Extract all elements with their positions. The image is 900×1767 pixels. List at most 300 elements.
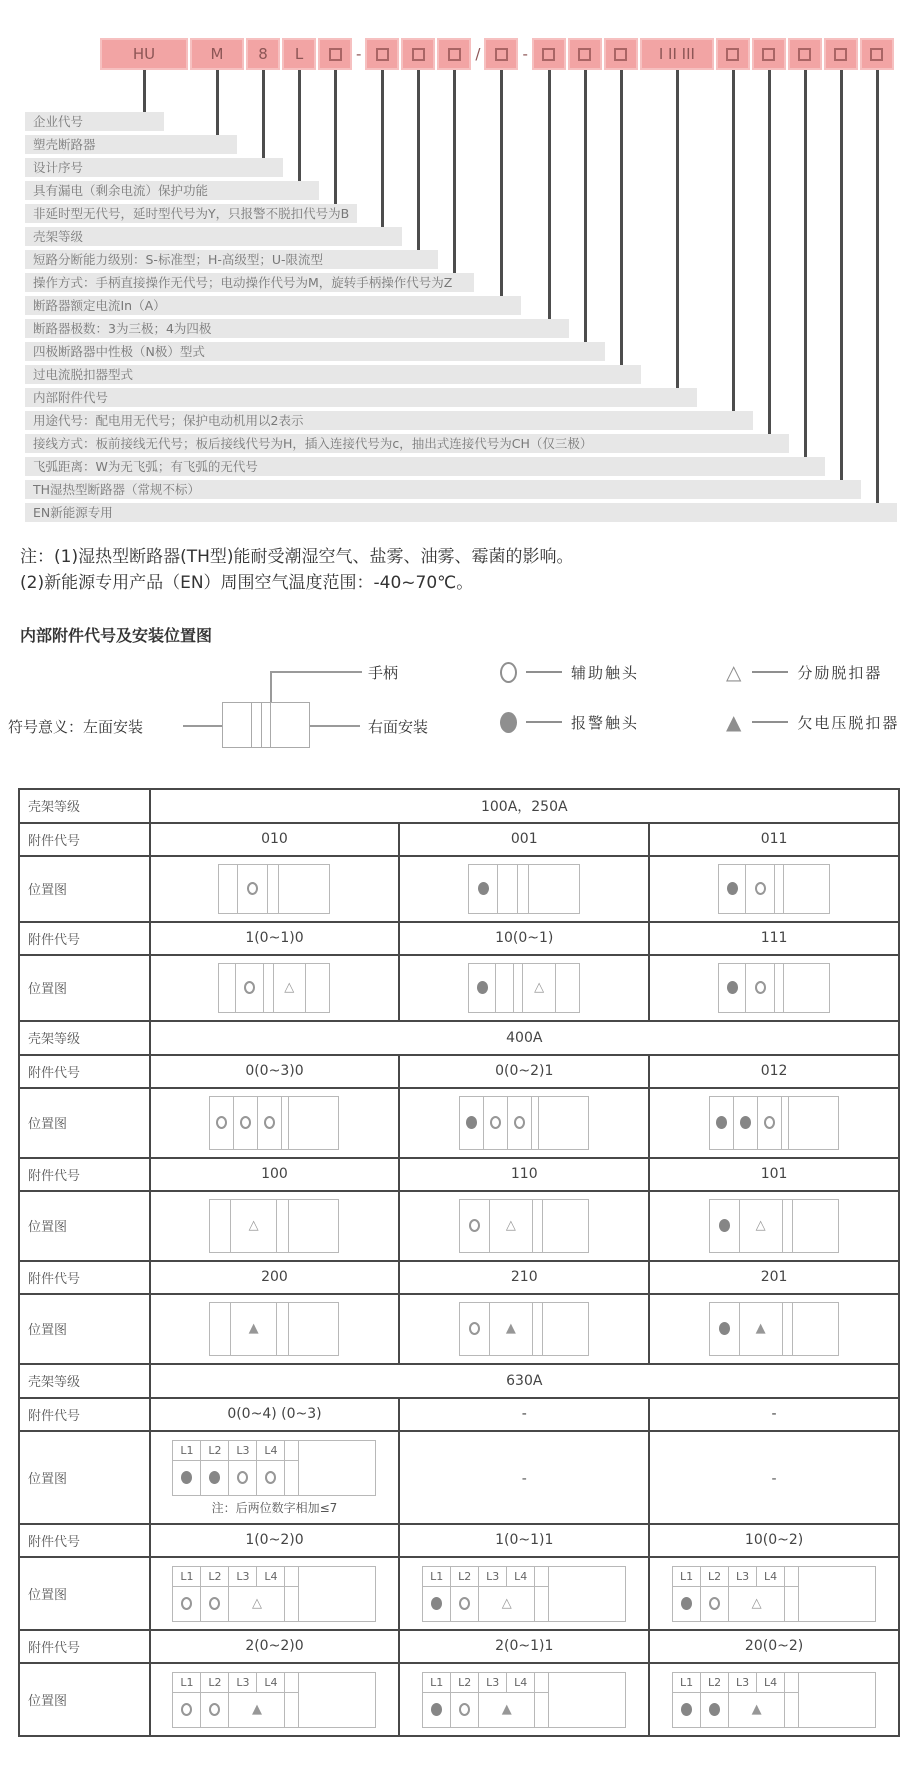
diagram-compartment: [231, 1200, 277, 1252]
frame-rating-value: 630A: [150, 1364, 899, 1398]
pole-header: L4: [257, 1441, 285, 1461]
row-label: 位置图: [19, 955, 150, 1021]
accessory-code-value: 011: [649, 823, 899, 856]
accessory-code-value: 0(0~3)0: [150, 1055, 400, 1088]
diagram-body-area: [799, 1673, 875, 1727]
pole-cell: [785, 1587, 799, 1621]
code-meaning-label: 飞弧距离：W为无飞弧；有飞弧的无代号: [25, 457, 825, 476]
row-label: 位置图: [19, 1088, 150, 1158]
breaker-outline-diagram: [222, 702, 310, 748]
alarm-contact-symbol: [431, 1597, 442, 1610]
diagram-compartment: [746, 865, 775, 913]
alarm-contact-symbol: [431, 1703, 442, 1716]
table-row: [19, 1055, 899, 1088]
placeholder-square-icon: [329, 48, 342, 61]
handle-label: 手柄: [368, 663, 399, 682]
pole-header: L3: [229, 1673, 257, 1693]
accessory-code-value: -: [399, 1398, 649, 1431]
position-diagram: [209, 1096, 339, 1150]
meaning-left-label: 符号意义：左面安装: [8, 717, 144, 736]
diagram-compartment: [277, 1200, 289, 1252]
code-placeholder-box: [318, 38, 352, 70]
position-diagram-cell: [150, 1191, 400, 1261]
diagram-compartment: [210, 1097, 234, 1149]
pole-cell: [479, 1587, 535, 1621]
code-separator: -: [522, 45, 528, 63]
code-meaning-label: 塑壳断路器: [25, 135, 237, 154]
position-diagram-cell: [150, 1557, 400, 1630]
pole-cell: [785, 1693, 799, 1727]
table-row: [19, 922, 899, 955]
table-row: [19, 1557, 899, 1630]
connector-line: [620, 70, 623, 365]
position-diagram-cell: [649, 955, 899, 1021]
connector-line: [381, 70, 384, 227]
diagram-compartment: [514, 964, 523, 1012]
accessory-code-value: 0(0~4) (0~3): [150, 1398, 400, 1431]
accessory-code-value: 012: [649, 1055, 899, 1088]
aux-contact-symbol: [181, 1597, 192, 1610]
position-diagram-cell: [649, 856, 899, 922]
alarm-contact-symbol: [478, 882, 489, 895]
legend-item: [726, 662, 882, 683]
position-diagram: [172, 1565, 376, 1622]
pole-cell: [201, 1461, 229, 1495]
accessory-code-value: 210: [399, 1261, 649, 1294]
accessory-code-value: 20(0~2): [649, 1630, 899, 1663]
aux-contact-symbol: [209, 1597, 220, 1610]
aux-contact-symbol: [469, 1219, 480, 1232]
position-diagram: [468, 864, 580, 914]
pole-header: L3: [729, 1673, 757, 1693]
connector-line: [417, 70, 420, 250]
legend-dash-line: [526, 671, 562, 673]
table-row: [19, 1088, 899, 1158]
connector-line: [453, 70, 456, 273]
pole-cell: [229, 1587, 285, 1621]
pole-header: L3: [229, 1567, 257, 1587]
code-segment-box: HU: [100, 38, 188, 70]
placeholder-square-icon: [870, 48, 883, 61]
position-diagram: [709, 1302, 839, 1356]
diagram-compartment: [746, 964, 775, 1012]
code-meaning-label: 设计序号: [25, 158, 283, 177]
placeholder-square-icon: [762, 48, 775, 61]
table-row: [19, 1294, 899, 1364]
diagram-compartment: [460, 1200, 490, 1252]
pole-header: [785, 1567, 799, 1587]
pole-cell: [173, 1693, 201, 1727]
alarm-contact-symbol: [709, 1703, 720, 1716]
row-label: 壳架等级: [19, 1364, 150, 1398]
diagram-compartment: [508, 1097, 532, 1149]
diagram-compartment: [775, 865, 784, 913]
connector-line: [768, 70, 771, 434]
pole-cell: [257, 1461, 285, 1495]
breaker-compartment: [252, 703, 261, 747]
pole-cell: [201, 1587, 229, 1621]
diagram-compartment: [279, 865, 330, 913]
pole-header: L1: [173, 1567, 201, 1587]
code-placeholder-box: [752, 38, 786, 70]
diagram-compartment: [523, 964, 555, 1012]
position-diagram: [209, 1302, 339, 1356]
connector-line: [676, 70, 679, 388]
accessory-code-value: 100: [150, 1158, 400, 1191]
aux-contact-symbol: [237, 1471, 248, 1484]
pole-header: [535, 1673, 549, 1693]
table-row: [19, 1364, 899, 1398]
aux-contact-symbol: [755, 882, 766, 895]
connector-line: [548, 70, 551, 319]
diagram-compartment: [264, 964, 273, 1012]
table-row: [19, 856, 899, 922]
diagram-compartment: [289, 1097, 338, 1149]
diagram-compartment: [784, 865, 829, 913]
pole-diagram-box: [172, 1440, 376, 1496]
diagram-compartment: [758, 1097, 782, 1149]
pole-diagram-box: [672, 1672, 876, 1728]
accessory-code-value: 1(0~1)1: [399, 1524, 649, 1557]
alarm-contact-symbol: [719, 1322, 730, 1335]
code-separator: -: [356, 45, 362, 63]
pole-cell: [423, 1587, 451, 1621]
position-diagram: [459, 1302, 589, 1356]
accessory-code-value: 101: [649, 1158, 899, 1191]
diagram-body-area: [549, 1673, 625, 1727]
table-row: [19, 1261, 899, 1294]
pole-cell: [451, 1693, 479, 1727]
position-diagram-cell: [399, 1088, 649, 1158]
position-diagram: [468, 963, 580, 1013]
position-diagram-cell: [399, 1663, 649, 1736]
alarm-contact-symbol: [740, 1116, 751, 1129]
placeholder-square-icon: [542, 48, 555, 61]
legend-item: [500, 662, 639, 683]
diagram-compartment: [274, 964, 306, 1012]
diagram-compartment: [556, 964, 580, 1012]
aux-contact-symbol: [709, 1597, 720, 1610]
accessory-code-value: 201: [649, 1261, 899, 1294]
aux-contact-symbol: [459, 1597, 470, 1610]
code-placeholder-box: [824, 38, 858, 70]
diagram-compartment: [775, 964, 784, 1012]
diagram-compartment: [496, 964, 514, 1012]
left-pointer-line: [183, 725, 222, 727]
pole-cell: [201, 1693, 229, 1727]
position-diagram-cell: [150, 1663, 400, 1736]
pole-cell: [673, 1693, 701, 1727]
model-code-diagram: [0, 0, 900, 528]
shunt-release-symbol: △: [726, 660, 744, 685]
diagram-note: 注：后两位数字相加≤7: [211, 1500, 338, 1515]
empty-cell-dash: -: [771, 1470, 777, 1487]
row-label: 附件代号: [19, 823, 150, 856]
diagram-body-area: [299, 1441, 375, 1495]
code-meaning-label: 企业代号: [25, 112, 164, 131]
position-diagram: [218, 864, 330, 914]
code-meaning-label: 具有漏电（剩余电流）保护功能: [25, 181, 319, 200]
position-diagram-cell: [399, 955, 649, 1021]
code-placeholder-box: [532, 38, 566, 70]
table-row: [19, 1158, 899, 1191]
row-label: 位置图: [19, 1557, 150, 1630]
connector-line: [262, 70, 265, 158]
table-row: [19, 1524, 899, 1557]
diagram-compartment: [793, 1200, 838, 1252]
diagram-compartment: [793, 1303, 838, 1355]
code-meaning-label: 断路器极数：3为三极；4为四极: [25, 319, 569, 338]
diagram-compartment: [460, 1097, 484, 1149]
diagram-compartment: [543, 1303, 588, 1355]
diagram-compartment: [236, 964, 265, 1012]
position-diagram: [209, 1199, 339, 1253]
pole-header: L1: [423, 1673, 451, 1693]
placeholder-square-icon: [376, 48, 389, 61]
aux-contact-symbol: [264, 1116, 275, 1129]
diagram-compartment: [740, 1303, 783, 1355]
aux-contact-symbol: [265, 1471, 276, 1484]
aux-contact-symbol: [244, 981, 255, 994]
position-diagram: [459, 1199, 589, 1253]
placeholder-square-icon: [798, 48, 811, 61]
pole-cell: [229, 1461, 257, 1495]
position-diagram: [172, 1439, 376, 1516]
pole-header: L2: [701, 1673, 729, 1693]
accessory-table: [18, 788, 900, 1737]
code-placeholder-box: [860, 38, 894, 70]
shunt-release-symbol: △: [284, 980, 295, 996]
row-label: 位置图: [19, 1431, 150, 1524]
diagram-compartment: [710, 1097, 734, 1149]
row-label: 位置图: [19, 1191, 150, 1261]
accessory-code-value: 10(0~2): [649, 1524, 899, 1557]
handle-pointer-line: [270, 671, 272, 702]
right-install-label: 右面安装: [368, 717, 429, 736]
aux-contact-symbol: [459, 1703, 470, 1716]
table-row: [19, 1630, 899, 1663]
diagram-body-area: [299, 1567, 375, 1621]
pole-header: L2: [201, 1441, 229, 1461]
shunt-release-symbol: △: [755, 1218, 766, 1234]
code-placeholder-box: [437, 38, 471, 70]
code-meaning-label: 壳架等级: [25, 227, 402, 246]
diagram-compartment: [533, 1303, 544, 1355]
position-diagram-cell: [649, 1191, 899, 1261]
pole-cell: [173, 1461, 201, 1495]
diagram-compartment: [740, 1200, 783, 1252]
pole-header: L2: [451, 1673, 479, 1693]
legend-dash-line: [526, 721, 562, 723]
row-label: 附件代号: [19, 1398, 150, 1431]
aux-contact-symbol: [209, 1703, 220, 1716]
diagram-body-area: [299, 1673, 375, 1727]
pole-header: L1: [173, 1673, 201, 1693]
aux-contact-symbol: [500, 662, 517, 683]
code-placeholder-box: [401, 38, 435, 70]
pole-cell: [729, 1693, 785, 1727]
alarm-contact-symbol: [209, 1471, 220, 1484]
accessory-code-value: 010: [150, 823, 400, 856]
code-meaning-label: 用途代号：配电用无代号；保护电动机用以2表示: [25, 411, 753, 430]
aux-contact-symbol: [514, 1116, 525, 1129]
legend-item: [500, 712, 639, 733]
legend-item-label: 辅助触头: [571, 663, 640, 682]
position-diagram-cell: [649, 1294, 899, 1364]
connector-line: [876, 70, 879, 503]
position-diagram: [218, 963, 330, 1013]
undervoltage-release-symbol: ▲: [505, 1321, 516, 1337]
diagram-compartment: [734, 1097, 758, 1149]
pole-cell: [535, 1693, 549, 1727]
connector-line: [334, 70, 337, 204]
position-diagram: [672, 1565, 876, 1622]
table-row: [19, 789, 899, 823]
legend-item: [726, 712, 899, 733]
position-diagram: [709, 1199, 839, 1253]
pole-header: L2: [451, 1567, 479, 1587]
diagram-compartment: [490, 1303, 533, 1355]
position-diagram-cell: [399, 1294, 649, 1364]
table-row: [19, 1398, 899, 1431]
aux-contact-symbol: [490, 1116, 501, 1129]
breaker-compartment: [223, 703, 252, 747]
pole-cell: [535, 1587, 549, 1621]
code-placeholder-box: [484, 38, 518, 70]
section-title: 内部附件代号及安装位置图: [20, 625, 213, 645]
breaker-compartment: [271, 703, 309, 747]
accessory-code-value: 111: [649, 922, 899, 955]
placeholder-square-icon: [834, 48, 847, 61]
diagram-compartment: [282, 1097, 289, 1149]
position-diagram: [422, 1565, 626, 1622]
accessory-code-value: 1(0~2)0: [150, 1524, 400, 1557]
code-meaning-label: 四极断路器中性极（N极）型式: [25, 342, 605, 361]
row-label: 位置图: [19, 1663, 150, 1736]
diagram-compartment: [543, 1200, 588, 1252]
code-meaning-label: EN新能源专用: [25, 503, 897, 522]
placeholder-square-icon: [614, 48, 627, 61]
shunt-release-symbol: △: [534, 980, 545, 996]
pole-cell: [479, 1693, 535, 1727]
position-diagram-cell: [649, 1557, 899, 1630]
pole-cell: [285, 1461, 299, 1495]
code-meaning-label: 内部附件代号: [25, 388, 697, 407]
pole-header: L4: [257, 1673, 285, 1693]
pole-header: L3: [729, 1567, 757, 1587]
diagram-compartment: [498, 865, 518, 913]
pole-header: L1: [673, 1673, 701, 1693]
accessory-code-value: 110: [399, 1158, 649, 1191]
pole-diagram-box: [422, 1672, 626, 1728]
undervoltage-release-symbol: ▲: [755, 1321, 766, 1337]
alarm-contact-symbol: [477, 981, 488, 994]
pole-header: L1: [423, 1567, 451, 1587]
diagram-compartment: [238, 865, 269, 913]
connector-line: [298, 70, 301, 181]
pole-cell: [285, 1693, 299, 1727]
accessory-code-value: 2(0~1)1: [399, 1630, 649, 1663]
accessory-code-value: 10(0~1): [399, 922, 649, 955]
handle-pointer-line: [270, 671, 362, 673]
pole-diagram-box: [422, 1566, 626, 1622]
row-label: 附件代号: [19, 1630, 150, 1663]
position-diagram-cell: [150, 1088, 400, 1158]
pole-header: [785, 1673, 799, 1693]
diagram-compartment: [219, 865, 237, 913]
diagram-compartment: [289, 1303, 339, 1355]
alarm-contact-symbol: [181, 1471, 192, 1484]
diagram-compartment: [529, 865, 580, 913]
shunt-release-symbol: △: [505, 1218, 516, 1234]
connector-line: [500, 70, 503, 296]
shunt-release-symbol: △: [751, 1596, 762, 1612]
row-label: 附件代号: [19, 1261, 150, 1294]
model-code-boxes: [100, 38, 894, 70]
pole-grid: [673, 1567, 799, 1621]
shunt-release-symbol: △: [251, 1596, 262, 1612]
accessory-code-value: 200: [150, 1261, 400, 1294]
code-segment-box: L: [282, 38, 316, 70]
position-diagram: [672, 1671, 876, 1728]
shunt-release-symbol: △: [501, 1596, 512, 1612]
pole-header: [285, 1441, 299, 1461]
position-diagram-cell: [150, 856, 400, 922]
diagram-compartment: [460, 1303, 490, 1355]
pole-grid: [423, 1673, 549, 1727]
alarm-contact-symbol: [716, 1116, 727, 1129]
notes-block: [20, 544, 900, 597]
shunt-release-symbol: △: [248, 1218, 259, 1234]
diagram-compartment: [783, 1303, 794, 1355]
pole-header: L4: [757, 1567, 785, 1587]
pole-diagram-box: [672, 1566, 876, 1622]
aux-contact-symbol: [181, 1703, 192, 1716]
aux-contact-symbol: [216, 1116, 227, 1129]
alarm-contact-symbol: [466, 1116, 477, 1129]
pole-header: [535, 1567, 549, 1587]
row-label: 位置图: [19, 856, 150, 922]
table-row: [19, 1191, 899, 1261]
code-placeholder-box: [716, 38, 750, 70]
legend-dash-line: [752, 721, 788, 723]
diagram-compartment: [533, 1200, 544, 1252]
table-row: [19, 1663, 899, 1736]
pole-grid: [173, 1567, 299, 1621]
pole-cell: [451, 1587, 479, 1621]
placeholder-square-icon: [578, 48, 591, 61]
frame-rating-value: 400A: [150, 1021, 899, 1055]
pole-grid: [173, 1673, 299, 1727]
pole-header: L1: [173, 1441, 201, 1461]
install-legend: [0, 654, 900, 774]
diagram-compartment: [719, 964, 746, 1012]
table-row: [19, 1431, 899, 1524]
pole-header: L4: [507, 1567, 535, 1587]
alarm-contact-symbol: [681, 1703, 692, 1716]
code-separator: /: [475, 45, 481, 63]
legend-dash-line: [752, 671, 788, 673]
code-segment-box: M: [190, 38, 244, 70]
connector-line: [732, 70, 735, 411]
undervoltage-release-symbol: ▲: [726, 710, 744, 735]
note-line-1: 注：(1)湿热型断路器(TH型)能耐受潮湿空气、盐雾、油雾、霉菌的影响。: [20, 547, 574, 567]
pole-header: L4: [507, 1673, 535, 1693]
diagram-compartment: [219, 964, 235, 1012]
diagram-compartment: [784, 964, 829, 1012]
position-diagram: [459, 1096, 589, 1150]
diagram-compartment: [210, 1303, 230, 1355]
